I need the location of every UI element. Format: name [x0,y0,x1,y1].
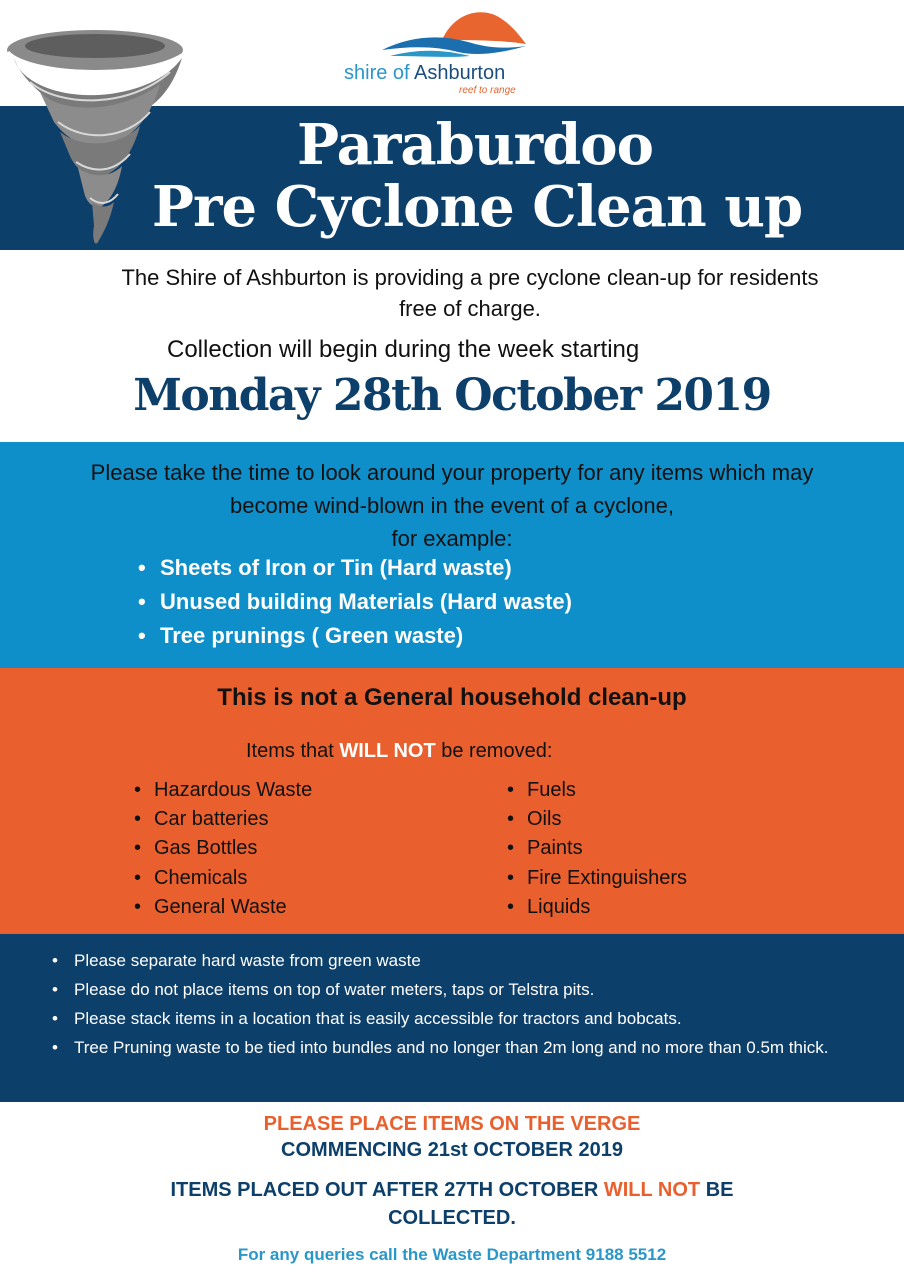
list-item: • Sheets of Iron or Tin (Hard waste) [138,555,512,580]
list-item: • Gas Bottles [134,837,258,860]
not-removed-post: be removed: [435,740,553,762]
list-item: • Hazardous Waste [134,779,313,801]
excluded-items-left [134,776,312,922]
list-item-text: Unused building Materials (Hard waste) [160,589,572,614]
list-item-text: Liquids [527,895,591,918]
property-intro-line-1: Please take the time to look around your property for any items which may [90,460,814,485]
late-items-notice [130,1176,774,1232]
section-heading: This is not a General household clean-up [217,684,687,711]
not-removed-emphasis: WILL NOT [339,740,436,762]
list-item: • Oils [507,808,562,831]
list-item-text: Oils [527,808,562,831]
intro-text: The Shire of Ashburton is providing a pre cyclone clean-up for residents free of charge. [121,265,819,321]
property-intro-line-2: become wind-blown in the event of a cyclone, [230,493,674,518]
hills-logo-icon [380,10,530,62]
list-item-text: General Waste [154,895,287,918]
list-item: • Paints [507,837,583,860]
logo-name-main: Ashburton [414,62,506,84]
title-line-2: Pre Cyclone Clean up [151,174,803,240]
notes-section [0,934,904,1102]
list-item-text: Fuels [527,779,576,801]
list-item: • Unused building Materials (Hard waste) [138,589,572,614]
list-item-text: Gas Bottles [154,837,258,860]
list-item-text: Hazardous Waste [154,779,313,801]
list-item: • Liquids [507,895,591,918]
logo-wordmark [344,62,505,85]
list-item: • Fuels [507,779,576,801]
list-item-text: Fire Extinguishers [527,866,688,889]
list-item-text: Sheets of Iron or Tin (Hard waste) [160,555,512,580]
verge-notice: PLEASE PLACE ITEMS ON THE VERGE [263,1113,641,1135]
collection-lead: Collection will begin during the week starting [167,336,640,363]
title-line-1: Paraburdoo [297,112,653,178]
list-item: • Tree Pruning waste to be tied into bundles and no longer than 2m long and no more than 0.5m thick. [52,1033,852,1062]
list-item: • Car batteries [134,808,269,831]
late-items-post: BE COLLECTED. [388,1179,734,1229]
excluded-items-right [507,776,687,922]
list-item: • Please stack items in a location that is easily accessible for tractors and bobcats. [52,1004,852,1033]
late-items-emphasis: WILL NOT [603,1179,701,1201]
tornado-icon [0,22,200,252]
list-item-text: Paints [527,837,583,860]
logo-name-prefix: shire of [344,62,410,84]
list-item: • Please do not place items on top of water meters, taps or Telstra pits. [52,975,852,1004]
list-item: • Please separate hard waste from green waste [52,946,852,975]
list-item: • Fire Extinguishers [507,866,688,889]
late-items-pre: ITEMS PLACED OUT AFTER 27TH OCTOBER [170,1179,604,1201]
list-item: • Chemicals [134,866,248,889]
not-removed-intro [246,740,552,763]
collection-date: Monday 28th October 2019 [133,370,771,421]
commencing-notice: COMMENCING 21st OCTOBER 2019 [281,1139,623,1161]
property-intro-line-3: for example: [391,526,513,551]
property-section [0,442,904,668]
list-item: • General Waste [134,895,287,918]
not-removed-pre: Items that [246,740,340,762]
not-general-section [0,668,904,934]
windblown-items-list [138,551,572,653]
list-item-text: Tree prunings ( Green waste) [160,623,464,648]
list-item-text: Chemicals [154,866,248,889]
contact-line: For any queries call the Waste Department 9188 5512 [237,1245,667,1264]
property-intro [40,456,864,555]
list-item: • Tree prunings ( Green waste) [138,623,464,648]
notes-list [52,946,852,1062]
list-item-text: Car batteries [154,808,269,831]
logo-tagline: reef to range [459,85,516,96]
